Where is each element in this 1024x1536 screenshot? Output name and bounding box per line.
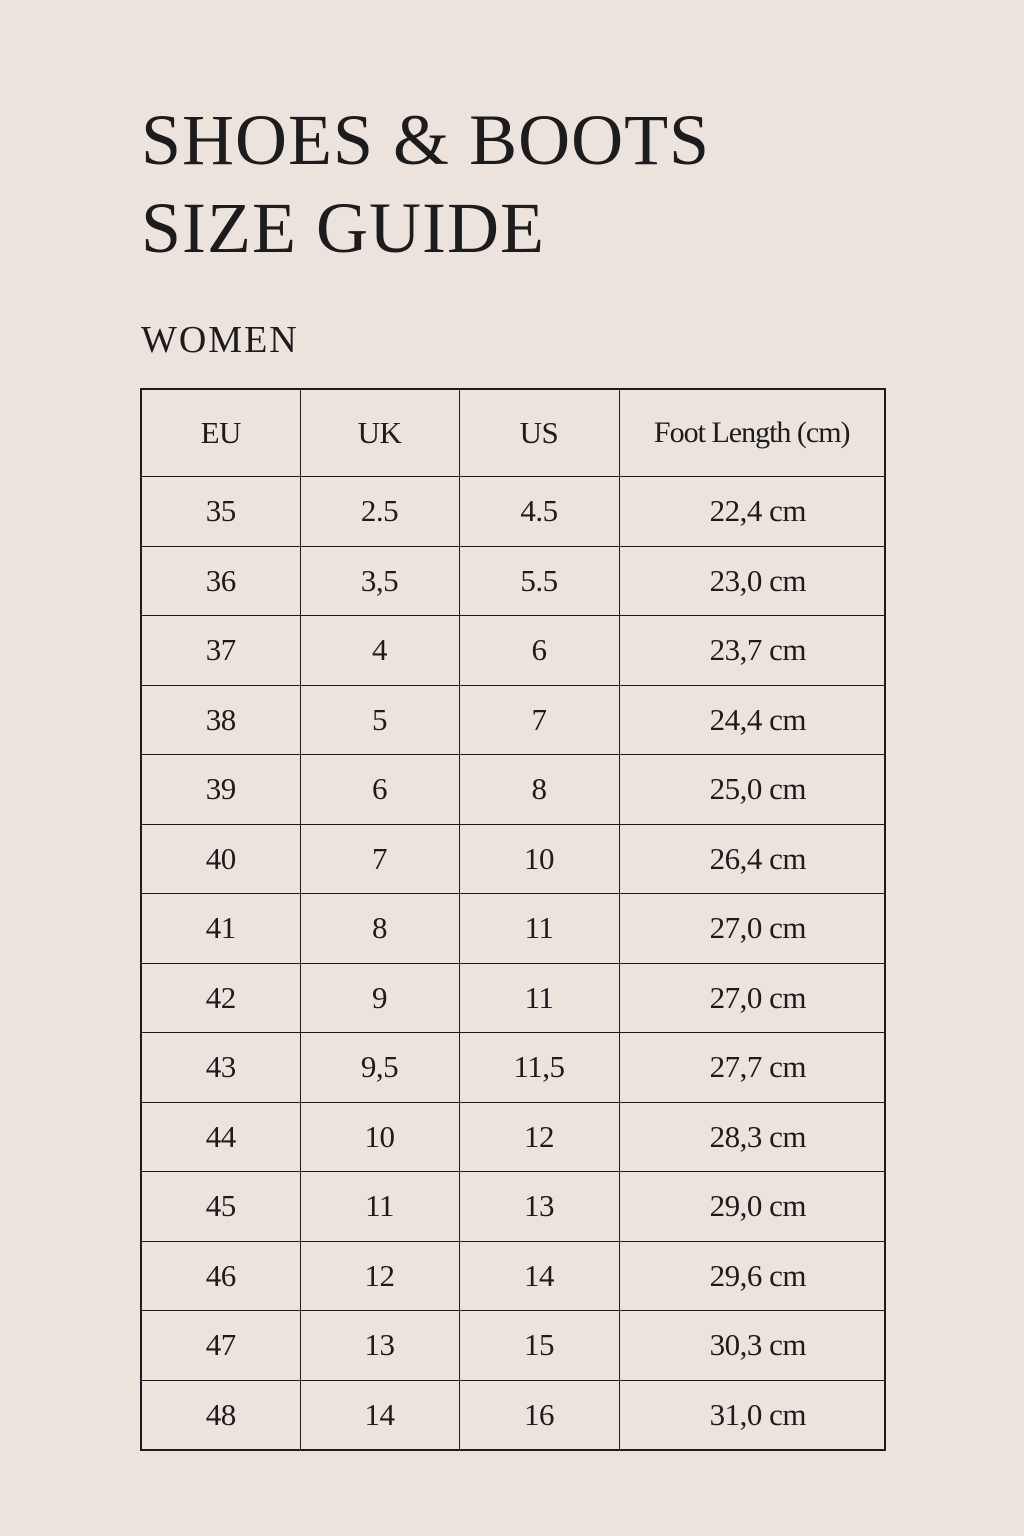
cell-eu: 41 xyxy=(141,894,300,964)
cell-eu: 47 xyxy=(141,1311,300,1381)
cell-uk: 12 xyxy=(300,1241,459,1311)
cell-uk: 7 xyxy=(300,824,459,894)
cell-foot-length: 27,0 cm xyxy=(619,894,885,964)
cell-us: 11,5 xyxy=(459,1033,619,1103)
cell-eu: 44 xyxy=(141,1102,300,1172)
table-row xyxy=(141,824,885,894)
cell-foot-length: 31,0 cm xyxy=(619,1380,885,1450)
cell-us: 7 xyxy=(459,685,619,755)
cell-us: 11 xyxy=(459,894,619,964)
cell-uk: 9 xyxy=(300,963,459,1033)
cell-eu: 36 xyxy=(141,546,300,616)
page-title xyxy=(141,96,710,272)
cell-us: 11 xyxy=(459,963,619,1033)
cell-foot-length: 28,3 cm xyxy=(619,1102,885,1172)
table-row xyxy=(141,616,885,686)
cell-us: 6 xyxy=(459,616,619,686)
table-row xyxy=(141,963,885,1033)
cell-uk: 8 xyxy=(300,894,459,964)
cell-uk: 14 xyxy=(300,1380,459,1450)
cell-foot-length: 30,3 cm xyxy=(619,1311,885,1381)
cell-us: 15 xyxy=(459,1311,619,1381)
cell-eu: 42 xyxy=(141,963,300,1033)
cell-foot-length: 29,6 cm xyxy=(619,1241,885,1311)
table-row xyxy=(141,685,885,755)
cell-foot-length: 26,4 cm xyxy=(619,824,885,894)
cell-uk: 11 xyxy=(300,1172,459,1242)
cell-foot-length: 29,0 cm xyxy=(619,1172,885,1242)
cell-us: 10 xyxy=(459,824,619,894)
cell-eu: 38 xyxy=(141,685,300,755)
cell-foot-length: 27,7 cm xyxy=(619,1033,885,1103)
cell-eu: 43 xyxy=(141,1033,300,1103)
table-row xyxy=(141,1380,885,1450)
table-row xyxy=(141,1033,885,1103)
cell-uk: 10 xyxy=(300,1102,459,1172)
cell-us: 8 xyxy=(459,755,619,825)
cell-us: 4.5 xyxy=(459,477,619,547)
cell-us: 13 xyxy=(459,1172,619,1242)
table-row xyxy=(141,894,885,964)
table-row xyxy=(141,1172,885,1242)
column-header-us: US xyxy=(459,389,619,477)
cell-uk: 4 xyxy=(300,616,459,686)
cell-eu: 40 xyxy=(141,824,300,894)
table-row xyxy=(141,1102,885,1172)
cell-eu: 35 xyxy=(141,477,300,547)
column-header-foot-length: Foot Length (cm) xyxy=(619,389,885,477)
cell-foot-length: 24,4 cm xyxy=(619,685,885,755)
cell-us: 14 xyxy=(459,1241,619,1311)
cell-foot-length: 23,0 cm xyxy=(619,546,885,616)
cell-eu: 39 xyxy=(141,755,300,825)
table-row xyxy=(141,1311,885,1381)
size-table xyxy=(140,388,886,1451)
section-heading-women: WOMEN xyxy=(141,319,299,361)
cell-eu: 48 xyxy=(141,1380,300,1450)
cell-uk: 13 xyxy=(300,1311,459,1381)
cell-foot-length: 22,4 cm xyxy=(619,477,885,547)
table-body xyxy=(141,477,885,1451)
cell-foot-length: 27,0 cm xyxy=(619,963,885,1033)
cell-uk: 9,5 xyxy=(300,1033,459,1103)
page-title-line-2: SIZE GUIDE xyxy=(141,188,545,268)
table-row xyxy=(141,755,885,825)
cell-eu: 37 xyxy=(141,616,300,686)
cell-eu: 46 xyxy=(141,1241,300,1311)
table-row xyxy=(141,477,885,547)
table-row xyxy=(141,1241,885,1311)
cell-eu: 45 xyxy=(141,1172,300,1242)
cell-us: 5.5 xyxy=(459,546,619,616)
cell-uk: 6 xyxy=(300,755,459,825)
cell-uk: 3,5 xyxy=(300,546,459,616)
column-header-uk: UK xyxy=(300,389,459,477)
cell-uk: 5 xyxy=(300,685,459,755)
cell-foot-length: 23,7 cm xyxy=(619,616,885,686)
table-row xyxy=(141,546,885,616)
column-header-eu: EU xyxy=(141,389,300,477)
cell-us: 12 xyxy=(459,1102,619,1172)
page-title-line-1: SHOES & BOOTS xyxy=(141,100,711,180)
table-header-row xyxy=(141,389,885,477)
cell-foot-length: 25,0 cm xyxy=(619,755,885,825)
cell-uk: 2.5 xyxy=(300,477,459,547)
cell-us: 16 xyxy=(459,1380,619,1450)
